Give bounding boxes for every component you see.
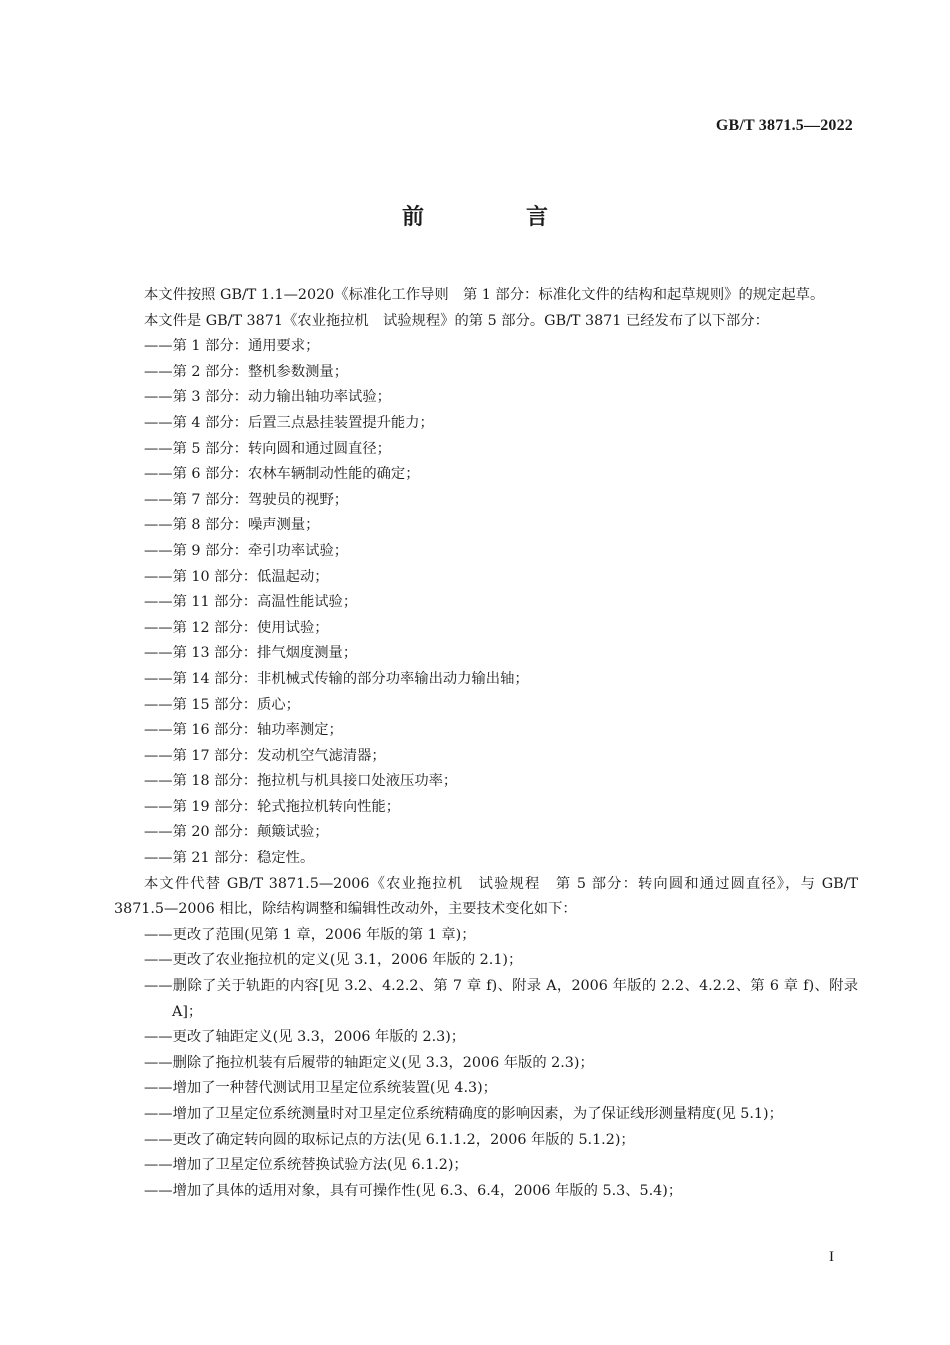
part-list-item: ——第 9 部分：牵引功率试验； xyxy=(144,542,349,559)
intro-paragraph: 本文件是 GB/T 3871《农业拖拉机 试验规程》的第 5 部分。GB/T 3871 已经发布了以下部分： xyxy=(144,312,769,329)
part-list-item: ——第 3 部分：动力输出轴功率试验； xyxy=(144,389,391,406)
part-list-item: ——第 17 部分：发动机空气滤清器； xyxy=(144,747,386,764)
document-code: GB/T 3871.5—2022 xyxy=(715,117,853,134)
part-list-item: ——第 20 部分：颠簸试验； xyxy=(144,824,329,841)
intro-paragraph: 本文件按照 GB/T 1.1—2020《标准化工作导则 第 1 部分：标准化文件的结构和起草规则》的规定起草。 xyxy=(144,287,825,303)
page-title: 前 言 xyxy=(401,205,588,230)
part-list-item: ——第 15 部分：质心； xyxy=(144,696,300,713)
change-list-item: ——删除了关于轨距的内容[见 3.2、4.2.2、第 7 章 f)、附录 A，2006 年版的 2.2、4.2.2、第 6 章 f)、附录 A]； xyxy=(144,978,858,1020)
part-list-item: ——第 7 部分：驾驶员的视野； xyxy=(144,491,349,508)
part-list-item: ——第 16 部分：轴功率测定； xyxy=(144,722,343,739)
change-list-item: ——增加了卫星定位系统测量时对卫星定位系统精确度的影响因素，为了保证线形测量精度(见 5.1)； xyxy=(144,1106,783,1122)
part-list-item: ——第 10 部分：低温起动； xyxy=(144,568,329,585)
page-number: I xyxy=(829,1249,834,1265)
part-list-item: ——第 2 部分：整机参数测量； xyxy=(144,363,349,380)
part-list-item: ——第 21 部分：稳定性。 xyxy=(144,850,315,867)
change-list-item: ——增加了一种替代测试用卫星定位系统装置(见 4.3)； xyxy=(144,1080,497,1097)
part-list-item: ——第 4 部分：后置三点悬挂装置提升能力； xyxy=(144,414,434,431)
replacement-paragraph: 本文件代替 GB/T 3871.5—2006《农业拖拉机 试验规程 第 5 部分：转向圆和通过圆直径》，与 GB/T 3871.5—2006 相比，除结构调整和编辑性改动外，主要技术变化如下： xyxy=(114,875,858,918)
change-list-item: ——更改了范围(见第 1 章，2006 年版的第 1 章)； xyxy=(144,926,476,943)
part-list-item: ——第 18 部分：拖拉机与机具接口处液压功率； xyxy=(144,773,458,790)
change-list-item: ——更改了轴距定义(见 3.3，2006 年版的 2.3)； xyxy=(144,1029,466,1046)
change-list-item: ——更改了确定转向圆的取标记点的方法(见 6.1.1.2，2006 年版的 5.1.2)； xyxy=(144,1131,635,1148)
part-list-item: ——第 5 部分：转向圆和通过圆直径； xyxy=(144,440,391,457)
change-list-item: ——删除了拖拉机装有后履带的轴距定义(见 3.3，2006 年版的 2.3)； xyxy=(144,1054,594,1071)
change-list-item: ——更改了农业拖拉机的定义(见 3.1，2006 年版的 2.1)； xyxy=(144,952,523,969)
part-list-item: ——第 11 部分：高温性能试验； xyxy=(144,594,358,611)
part-list-item: ——第 8 部分：噪声测量； xyxy=(144,517,320,534)
change-list-item: ——增加了卫星定位系统替换试验方法(见 6.1.2)； xyxy=(144,1157,468,1174)
document-body xyxy=(114,283,858,1204)
part-list-item: ——第 6 部分：农林车辆制动性能的确定； xyxy=(144,466,420,483)
part-list-item: ——第 13 部分：排气烟度测量； xyxy=(144,645,358,662)
part-list-item: ——第 1 部分：通用要求； xyxy=(144,338,320,355)
part-list-item: ——第 19 部分：轮式拖拉机转向性能； xyxy=(144,798,401,815)
part-list-item: ——第 14 部分：非机械式传输的部分功率输出动力输出轴； xyxy=(144,670,529,687)
part-list-item: ——第 12 部分：使用试验； xyxy=(144,619,329,636)
change-list-item: ——增加了具体的适用对象，具有可操作性(见 6.3、6.4，2006 年版的 5.3、5.4)； xyxy=(144,1182,683,1199)
